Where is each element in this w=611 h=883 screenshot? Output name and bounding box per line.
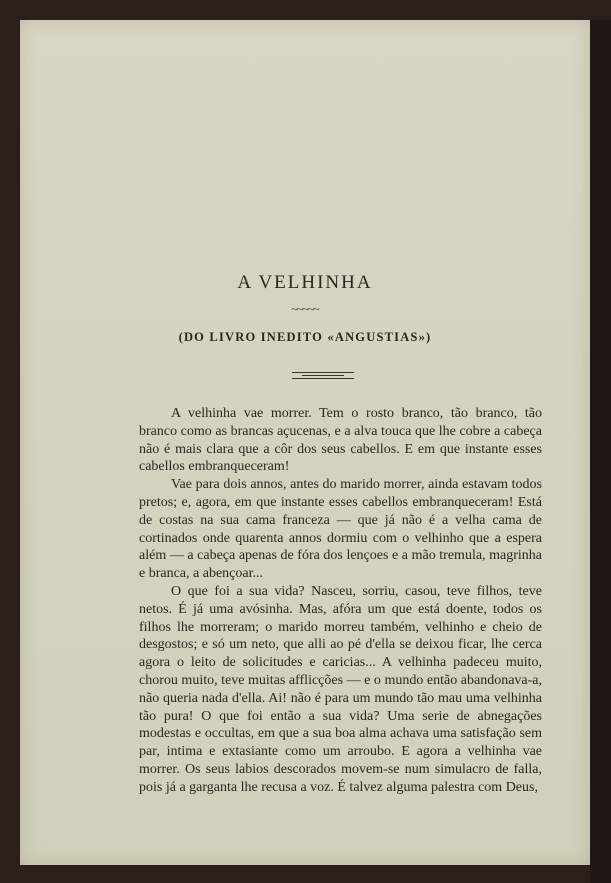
decorative-rule-middle — [302, 375, 344, 376]
title-ornament: ~~~~~ — [291, 302, 319, 316]
book-page — [20, 20, 590, 865]
decorative-rule-top — [292, 372, 354, 373]
paragraph-3: O que foi a sua vida? Nasceu, sorriu, casou, teve filhos, teve netos. É já uma avósinha. Mas, afóra um que está doente, todos os filhos lhe morreram; o marido morreu também, velhinho e cheio de desgostos; e só um neto, que alli ao pé d'ella se deixou ficar, lhe cerca agora o leito de solicitudes e caricias... A velhinha padeceu muito, chorou muito, teve muitas afflicções — e o mundo então abandonava-a, não queria nada d'ella. Ai! não é para um mundo tão mau uma velhinha tão pura! O que foi então a sua vida? Uma serie de abnegações modestas e occultas, em que a sua boa alma achava uma satisfação sem par, intima e extasiante como um arroubo. E agora a velhinha vae morrer. Os seus labios descorados movem-se num simulacro de falla, pois já a garganta lhe recusa a voz. É talvez alguma palestra com Deus, — [139, 583, 542, 795]
chapter-title: A VELHINHA — [237, 272, 373, 293]
chapter-subtitle: (DO LIVRO INEDITO «ANGUSTIAS») — [178, 330, 432, 344]
body-text — [139, 405, 542, 797]
page-edge-shadow — [590, 20, 611, 883]
paragraph-1: A velhinha vae morrer. Tem o rosto branco, tão branco, tão branco como as brancas açucenas, e a alva touca que lhe cobre a cabeça não é mais clara que a côr dos seus cabellos. E em que instante esses cabellos embranqueceram! — [139, 406, 542, 475]
paragraph-2: Vae para dois annos, antes do marido morrer, ainda estavam todos pretos; e, agora, em que instante esses cabellos embranqueceram! Está de costas na sua cama franceza — que já não é a velha cama de cortinados onde quarenta annos dormiu com o velhinho que a espera além — a cabeça apenas de fóra dos lençoes e a mão tremula, magrinha e branca, a abençoar... — [139, 477, 542, 582]
decorative-rule-bottom — [292, 378, 354, 379]
